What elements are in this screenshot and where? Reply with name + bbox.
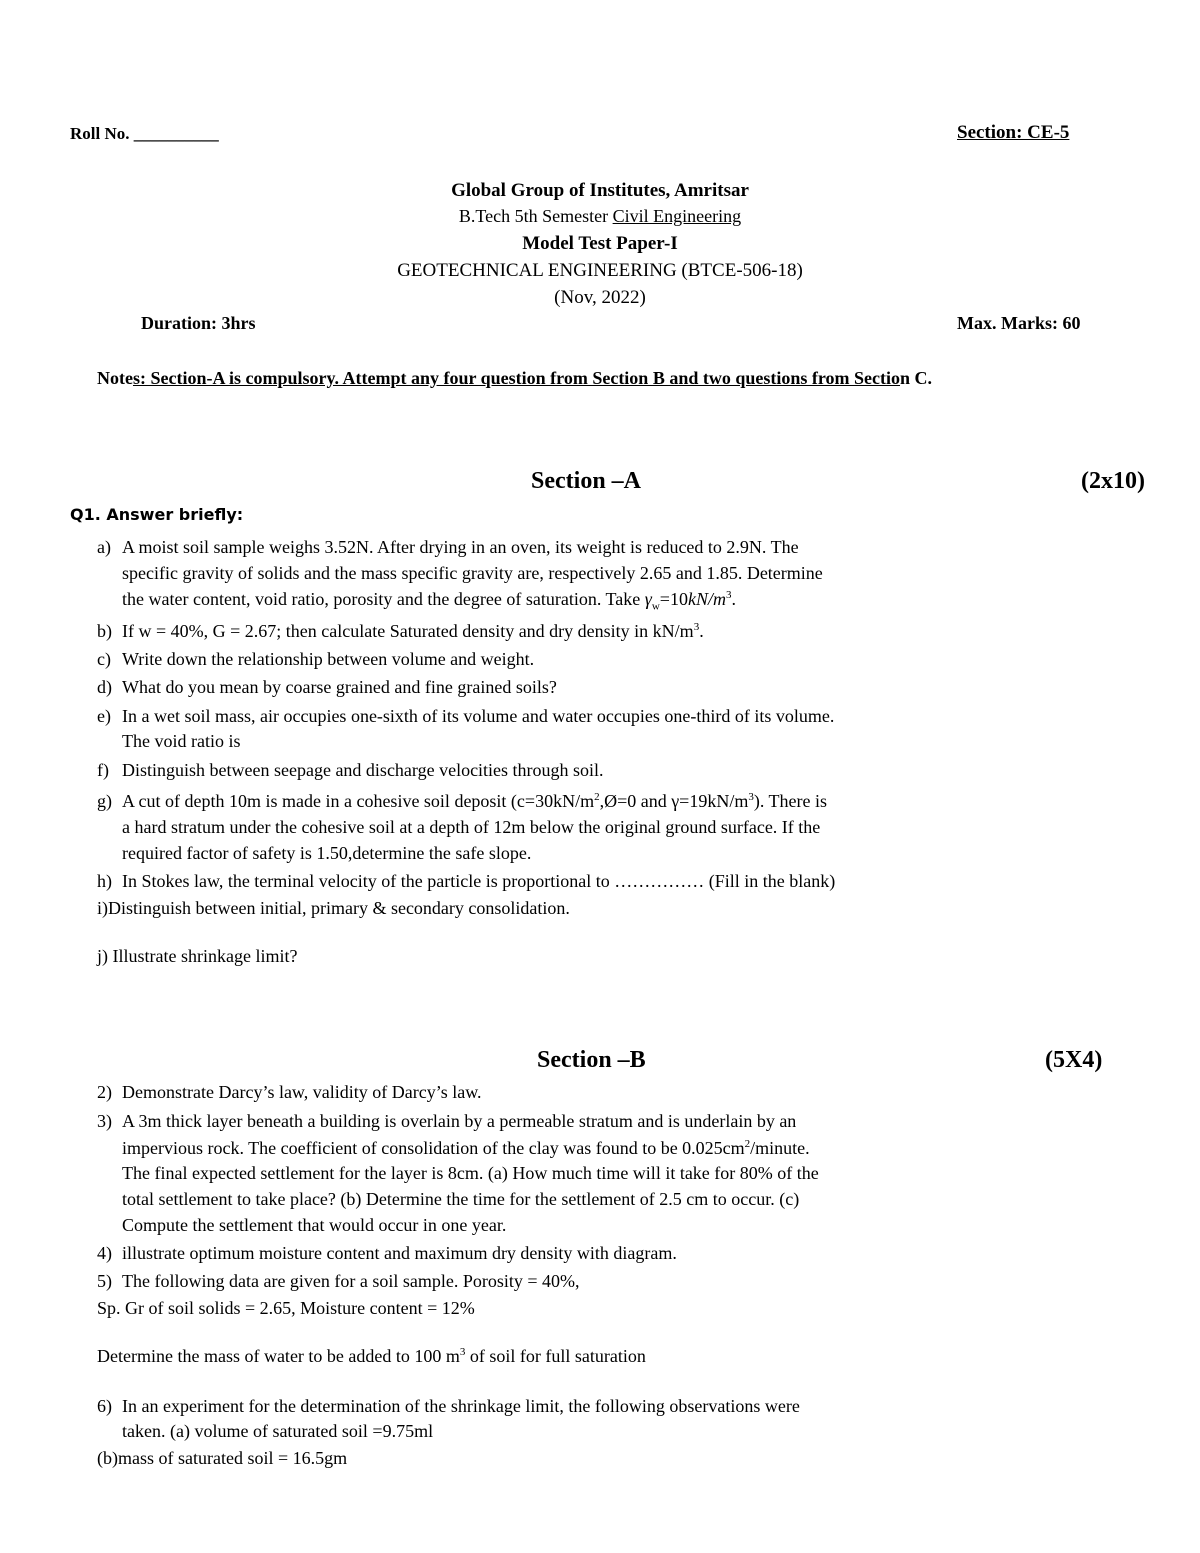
item-label: d) bbox=[97, 677, 112, 697]
section-b-title: Section –B bbox=[537, 1047, 646, 1073]
question-g-line-1: A cut of depth 10m is made in a cohesive soil deposit ($c=30kN/m^2,Ø=0$ and $\gamma=19kN/m^3$). There is bbox=[122, 791, 827, 811]
max-marks: Max. Marks: 60 bbox=[957, 313, 1081, 333]
question-h: In Stokes law, the terminal velocity of the particle is proportional to …………… (Fill in the blank) bbox=[122, 871, 836, 891]
item-label: 2) bbox=[97, 1082, 112, 1102]
question-3-line-3: The final expected settlement for the layer is 8cm. (a) How much time will it take for 80% of the bbox=[122, 1163, 819, 1183]
question-a-line-1: A moist soil sample weighs 3.52N. After drying in an oven, its weight is reduced to 2.9N. The bbox=[122, 537, 799, 557]
question-b: If w = 40%, G = 2.67; then calculate Saturated density and dry density in $kN/m^3$. bbox=[122, 621, 704, 641]
question-f: Distinguish between seepage and discharge velocities through soil. bbox=[122, 760, 604, 780]
institute-name: Global Group of Institutes, Amritsar bbox=[451, 180, 749, 201]
section-a-title: Section –A bbox=[531, 468, 641, 494]
program-branch: Civil Engineering bbox=[612, 206, 742, 226]
item-label: 4) bbox=[97, 1243, 112, 1263]
unit-weight-formula: $\gamma_w=10kN/m^3$. bbox=[644, 589, 736, 613]
section-code: Section: CE-5 bbox=[957, 122, 1070, 143]
question-6-line-2: taken. (a) volume of saturated soil =9.75ml bbox=[122, 1421, 434, 1441]
question-d: What do you mean by coarse grained and fine grained soils? bbox=[122, 677, 557, 697]
question-3-line-2: impervious rock. The coefficient of consolidation of the clay was found to be $0.025cm^2$/minute. bbox=[122, 1138, 810, 1158]
notes-suffix: n C. bbox=[900, 368, 933, 388]
item-label: g) bbox=[97, 791, 112, 811]
question-6-line-3: (b)mass of saturated soil = 16.5gm bbox=[97, 1448, 348, 1468]
item-label: f) bbox=[97, 760, 109, 780]
question-3-line-4: total settlement to take place? (b) Determine the time for the settlement of 2.5 cm to occur. (c) bbox=[122, 1189, 800, 1209]
question-3-line-5: Compute the settlement that would occur in one year. bbox=[122, 1215, 507, 1235]
question-5-line-1: The following data are given for a soil sample. Porosity = 40%, bbox=[122, 1271, 580, 1291]
question-e-line-2: The void ratio is bbox=[122, 731, 241, 751]
item-label: c) bbox=[97, 649, 111, 669]
item-label: 5) bbox=[97, 1271, 112, 1291]
question-6-line-1: In an experiment for the determination of the shrinkage limit, the following observations were bbox=[122, 1396, 800, 1416]
subject-title: GEOTECHNICAL ENGINEERING (BTCE-506-18) bbox=[397, 260, 803, 281]
question-a-line-2: specific gravity of solids and the mass specific gravity are, respectively 2.65 and 1.85. Determine bbox=[122, 563, 823, 583]
question-i: i)Distinguish between initial, primary & secondary consolidation. bbox=[97, 898, 570, 918]
section-b-marks: (5X4) bbox=[1045, 1047, 1103, 1073]
program-prefix: B.Tech 5th Semester bbox=[458, 206, 613, 226]
roll-number-field: Roll No. __________ bbox=[70, 124, 219, 143]
item-label: 6) bbox=[97, 1396, 112, 1416]
question-2: Demonstrate Darcy’s law, validity of Darcy’s law. bbox=[122, 1082, 482, 1102]
duration: Duration: 3hrs bbox=[141, 313, 256, 333]
notes-text: s: Section-A is compulsory. Attempt any four question from Section B and two questions from Sectio bbox=[132, 368, 901, 388]
question-a-line-3 bbox=[122, 588, 736, 618]
question-5-line-2: Sp. Gr of soil solids = 2.65, Moisture content = 12% bbox=[97, 1298, 475, 1318]
question-5-line-3: Determine the mass of water to be added to 100 $m^3$ of soil for full saturation bbox=[97, 1346, 646, 1366]
instructions-note bbox=[97, 368, 932, 389]
question-j: j) Illustrate shrinkage limit? bbox=[97, 946, 298, 966]
program-line bbox=[0, 206, 1200, 227]
item-label: e) bbox=[97, 706, 111, 726]
item-label: 3) bbox=[97, 1111, 112, 1131]
notes-prefix: Note bbox=[97, 368, 133, 388]
question-a-line-3-text: the water content, void ratio, porosity and the degree of saturation. Take bbox=[122, 589, 641, 609]
question-g-line-2: a hard stratum under the cohesive soil at a depth of 12m below the original ground surface. If the bbox=[122, 817, 821, 837]
paper-title: Model Test Paper-I bbox=[522, 233, 678, 254]
section-a-marks: (2x10) bbox=[1081, 468, 1145, 494]
q1-heading: Q1. Answer briefly: bbox=[70, 505, 244, 524]
question-e-line-1: In a wet soil mass, air occupies one-sixth of its volume and water occupies one-third of its volume. bbox=[122, 706, 835, 726]
exam-date: (Nov, 2022) bbox=[554, 287, 646, 308]
item-label: b) bbox=[97, 621, 112, 641]
question-c: Write down the relationship between volume and weight. bbox=[122, 649, 535, 669]
question-4: illustrate optimum moisture content and maximum dry density with diagram. bbox=[122, 1243, 677, 1263]
question-3-line-1: A 3m thick layer beneath a building is overlain by a permeable stratum and is underlain by an bbox=[122, 1111, 797, 1131]
item-label: a) bbox=[97, 537, 111, 557]
item-label: h) bbox=[97, 871, 112, 891]
question-g-line-3: required factor of safety is 1.50,determine the safe slope. bbox=[122, 843, 532, 863]
